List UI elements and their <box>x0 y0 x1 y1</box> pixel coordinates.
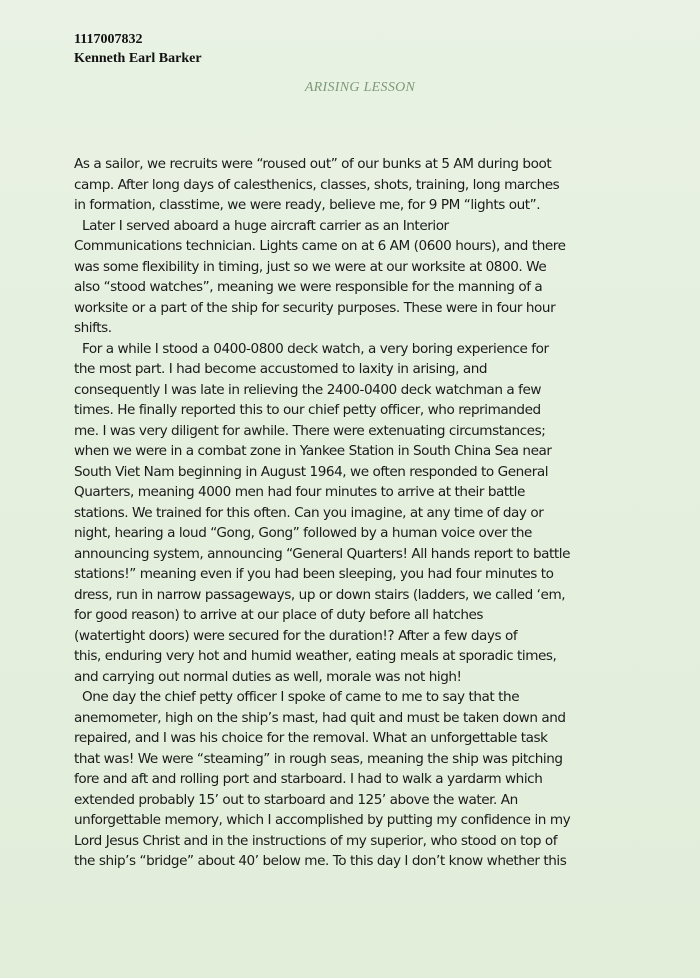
body-line: extended probably 15’ out to starboard and 125’ above the water. An <box>74 791 518 808</box>
body-line: me. I was very diligent for awhile. There were extenuating circumstances; <box>74 422 546 439</box>
body-line: As a sailor, we recruits were “roused out” of our bunks at 5 AM during boot <box>74 156 552 172</box>
body-line: also “stood watches”, meaning we were responsible for the manning of a <box>74 279 543 295</box>
body-line: South Viet Nam beginning in August 1964, we often responded to General <box>74 463 549 480</box>
body-line: Lord Jesus Christ and in the instructions of my superior, who stood on top of <box>74 832 558 849</box>
letter-body <box>74 154 682 872</box>
author-name: Kenneth Earl Barker <box>74 51 202 66</box>
body-line: shifts. <box>74 320 112 336</box>
body-line: stations. We trained for this often. Can you imagine, at any time of day or <box>74 504 544 521</box>
body-line: consequently I was late in relieving the 2400-0400 deck watchman a few <box>74 381 542 398</box>
body-line: the most part. I had become accustomed to laxity in arising, and <box>74 361 488 377</box>
body-line: when we were in a combat zone in Yankee Station in South China Sea near <box>74 443 552 459</box>
body-line: and carrying out normal duties as well, morale was not high! <box>74 668 462 685</box>
body-line: times. He finally reported this to our chief petty officer, who reprimanded <box>74 402 541 418</box>
body-line: stations!” meaning even if you had been sleeping, you had four minutes to <box>74 566 554 582</box>
page-title: ARISING LESSON <box>304 80 416 95</box>
body-line: Quarters, meaning 4000 men had four minutes to arrive at their battle <box>74 484 525 500</box>
body-line: For a while I stood a 0400-0800 deck watch, a very boring experience for <box>82 340 549 357</box>
body-line: fore and aft and rolling port and starboard. I had to walk a yardarm which <box>74 771 543 787</box>
body-line: in formation, classtime, we were ready, believe me, for 9 PM “lights out”. <box>74 197 541 213</box>
body-line: announcing system, announcing “General Quarters! All hands report to battle <box>74 545 571 562</box>
body-line: repaired, and I was his choice for the removal. What an unforgettable task <box>74 730 548 746</box>
id-number: 1117007832 <box>74 32 143 47</box>
body-line: (watertight doors) were secured for the duration!? After a few days of <box>74 627 518 644</box>
body-line: Later I served aboard a huge aircraft carrier as an Interior <box>82 217 449 234</box>
body-line: the ship’s “bridge” about 40’ below me. To this day I don’t know whether this <box>74 853 567 869</box>
body-line: unforgettable memory, which I accomplished by putting my confidence in my <box>74 812 571 828</box>
body-line: that was! We were “steaming” in rough seas, meaning the ship was pitching <box>74 750 563 767</box>
body-line: dress, run in narrow passageways, up or down stairs (ladders, we called ‘em, <box>74 586 566 603</box>
body-line: camp. After long days of calesthenics, classes, shots, training, long marches <box>74 176 560 193</box>
body-line: for good reason) to arrive at our place of duty before all hatches <box>74 607 484 623</box>
body-line: anemometer, high on the ship’s mast, had quit and must be taken down and <box>74 709 566 726</box>
body-line: was some flexibility in timing, just so we were at our worksite at 0800. We <box>74 258 547 275</box>
body-line: this, enduring very hot and humid weather, eating meals at sporadic times, <box>74 648 557 664</box>
body-line: worksite or a part of the ship for security purposes. These were in four hour <box>74 299 556 316</box>
body-line: night, hearing a loud “Gong, Gong” followed by a human voice over the <box>74 525 532 541</box>
body-line: One day the chief petty officer I spoke of came to me to say that the <box>82 689 520 705</box>
letter-header <box>74 30 202 68</box>
body-line: Communications technician. Lights came on at 6 AM (0600 hours), and there <box>74 238 566 254</box>
